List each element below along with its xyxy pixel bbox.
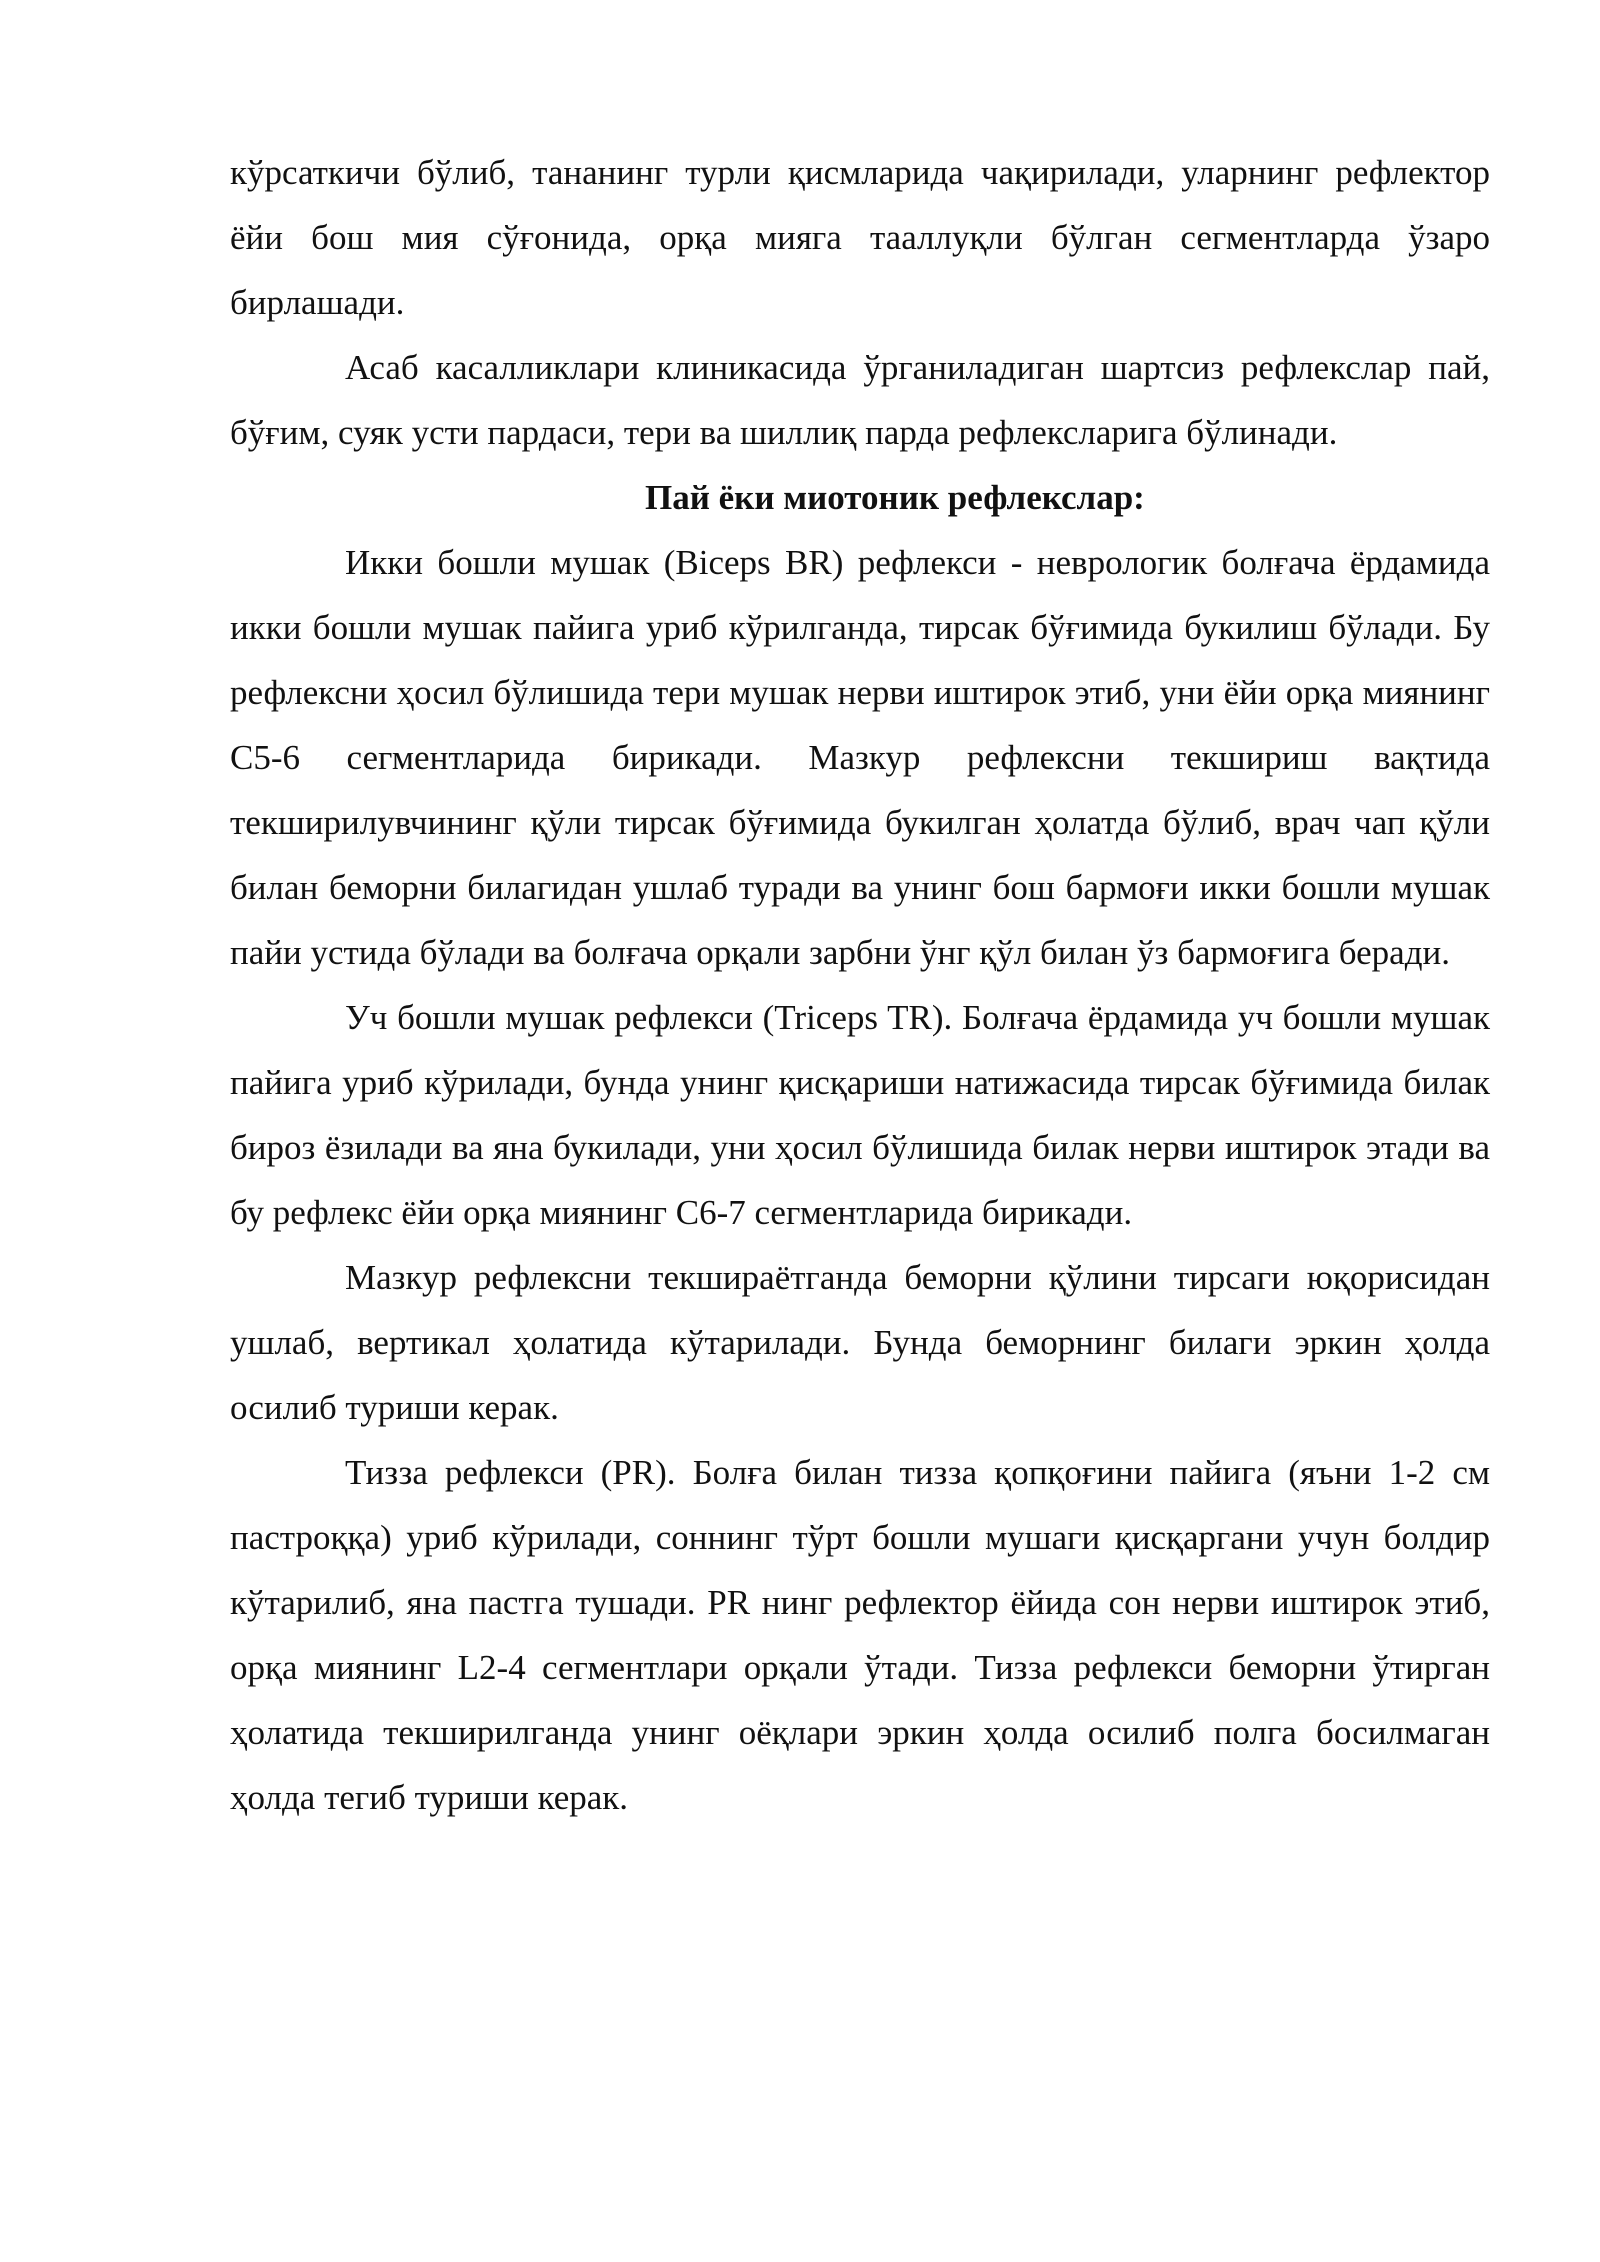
section-heading: Пай ёки миотоник рефлекслар: (645, 478, 1145, 517)
paragraph-knee-reflex: Тизза рефлекси (PR). Болға билан тизза қопқоғини пайига (яъни 1-2 см пастроққа) уриб кўрилади, соннинг тўрт бошли мушаги қисқаргани учун болдир кўтарилиб, яна пастга тушади. PR нинг рефлектор ёйида сон нерви иштирок этиб, орқа миянинг L2-4 сегментлари орқали ўтади. Тизза рефлекси беморни ўтирган ҳолатида текширилганда унинг оёқлари эркин ҳолда осилиб полга босилмаган ҳолда тегиб туриши керак. (230, 1453, 1490, 1817)
paragraph-triceps-examination: Мазкур рефлексни текшираётганда беморни қўлини тирсаги юқорисидан ушлаб, вертикал ҳолатида кўтарилади. Бунда беморнинг билаги эркин ҳолда осилиб туриши керак. (230, 1258, 1490, 1427)
document-page (230, 140, 1490, 1830)
paragraph-unconditioned-reflexes: Асаб касалликлари клиникасида ўрганиладиган шартсиз рефлекслар пай, бўғим, суяк усти пардаси, тери ва шиллиқ парда рефлексларига бўлинади. (230, 348, 1490, 452)
paragraph-biceps-reflex: Икки бошли мушак (Biceps BR) рефлекси - неврологик болғача ёрдамида икки бошли мушак пайига уриб кўрилганда, тирсак бўғимида букилиш бўлади. Бу рефлексни ҳосил бўлишида тери мушак нерви иштирок этиб, уни ёйи орқа миянинг C5-6 сегментларида бирикади. Мазкур рефлексни текшириш вақтида текширилувчининг қўли тирсак бўғимида букилган ҳолатда бўлиб, врач чап қўли билан беморни билагидан ушлаб туради ва унинг бош бармоғи икки бошли мушак пайи устида бўлади ва болғача орқали зарбни ўнг қўл билан ўз бармоғига беради. (230, 543, 1490, 972)
paragraph-triceps-reflex: Уч бошли мушак рефлекси (Triceps TR). Болғача ёрдамида уч бошли мушак пайига уриб кўрилади, бунда унинг қисқариши натижасида тирсак бўғимида билак бироз ёзилади ва яна букилади, уни ҳосил бўлишида билак нерви иштирок этади ва бу рефлекс ёйи орқа миянинг C6-7 сегментларида бирикади. (230, 998, 1490, 1232)
paragraph-continuation: кўрсаткичи бўлиб, тананинг турли қисмларида чақирилади, уларнинг рефлектор ёйи бош мия сўғонида, орқа мияга тааллуқли бўлган сегментларда ўзаро бирлашади. (230, 153, 1490, 322)
